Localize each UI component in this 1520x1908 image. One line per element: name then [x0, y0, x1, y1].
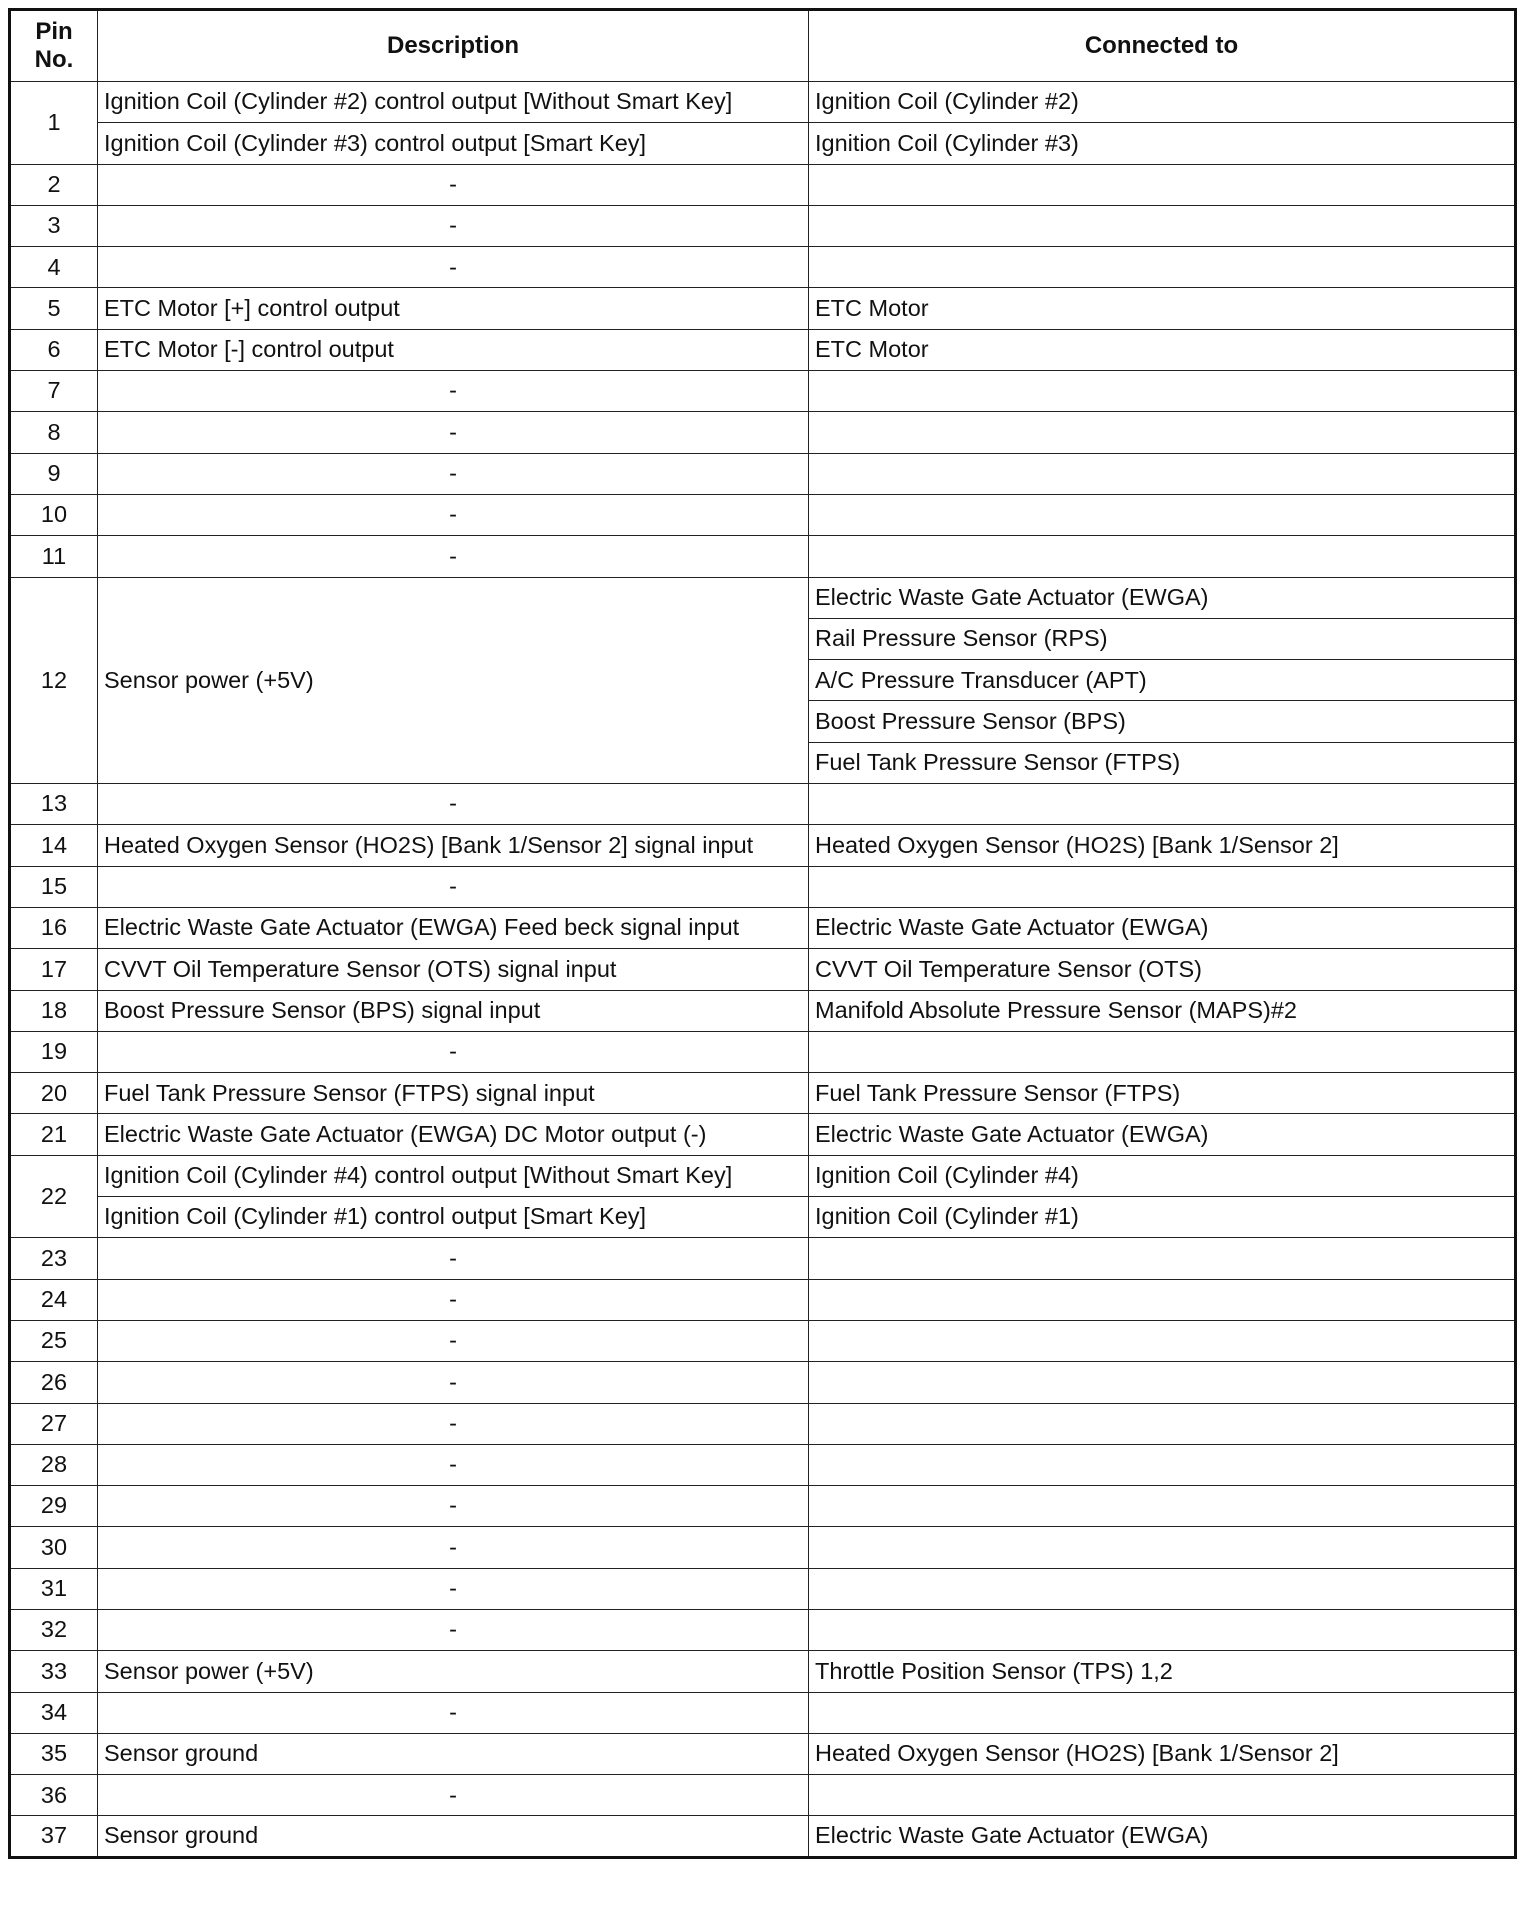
connected-to-cell: [809, 1775, 1516, 1816]
connected-to-cell: Ignition Coil (Cylinder #2): [809, 82, 1516, 123]
table-row: [10, 1527, 1516, 1568]
description-cell: Fuel Tank Pressure Sensor (FTPS) signal input: [98, 1073, 809, 1114]
description-cell: -: [98, 1238, 809, 1279]
table-row: [10, 1362, 1516, 1403]
description-cell: CVVT Oil Temperature Sensor (OTS) signal input: [98, 949, 809, 990]
table-row: [10, 866, 1516, 907]
connected-to-cell: [809, 784, 1516, 825]
connected-to-cell: [809, 1692, 1516, 1733]
connected-to-cell: [809, 1444, 1516, 1485]
connected-to-cell: [809, 1031, 1516, 1072]
table-row: [10, 1692, 1516, 1733]
connected-to-cell: [809, 1238, 1516, 1279]
connected-to-cell: [809, 1403, 1516, 1444]
description-cell: Ignition Coil (Cylinder #4) control output [Without Smart Key]: [98, 1155, 809, 1196]
connected-to-cell: [809, 1609, 1516, 1650]
table-row: [10, 288, 1516, 329]
connected-to-cell: [809, 494, 1516, 535]
connected-to-cell: ETC Motor: [809, 329, 1516, 370]
table-body: [10, 82, 1516, 1858]
connected-to-cell: [809, 412, 1516, 453]
table-row: [10, 577, 1516, 618]
table-row: [10, 123, 1516, 164]
table-row: [10, 784, 1516, 825]
connected-to-cell: Boost Pressure Sensor (BPS): [809, 701, 1516, 742]
table-row: [10, 1114, 1516, 1155]
pin-header-line-2: No.: [34, 46, 74, 73]
pin-number-cell: 27: [10, 1403, 98, 1444]
table-row: [10, 1155, 1516, 1196]
description-cell: -: [98, 1444, 809, 1485]
table-row: [10, 412, 1516, 453]
pin-number-cell: 29: [10, 1486, 98, 1527]
connected-to-cell: Heated Oxygen Sensor (HO2S) [Bank 1/Sensor 2]: [809, 825, 1516, 866]
description-cell: -: [98, 1279, 809, 1320]
connected-to-cell: ETC Motor: [809, 288, 1516, 329]
pin-number-cell: 25: [10, 1320, 98, 1361]
table-row: [10, 907, 1516, 948]
description-cell: -: [98, 1775, 809, 1816]
connected-to-cell: [809, 247, 1516, 288]
connected-to-cell: CVVT Oil Temperature Sensor (OTS): [809, 949, 1516, 990]
table-row: [10, 247, 1516, 288]
pin-number-cell: 23: [10, 1238, 98, 1279]
table-row: [10, 1197, 1516, 1238]
connected-to-cell: [809, 1279, 1516, 1320]
connected-to-cell: [809, 1486, 1516, 1527]
pin-number-cell: 35: [10, 1733, 98, 1774]
table-row: [10, 371, 1516, 412]
connected-to-cell: Throttle Position Sensor (TPS) 1,2: [809, 1651, 1516, 1692]
pin-number-cell: 8: [10, 412, 98, 453]
description-cell: -: [98, 1609, 809, 1650]
table-row: [10, 1238, 1516, 1279]
connected-to-cell: Ignition Coil (Cylinder #1): [809, 1197, 1516, 1238]
connected-to-cell: [809, 205, 1516, 246]
table-row: [10, 1031, 1516, 1072]
description-cell: -: [98, 1320, 809, 1361]
description-cell: -: [98, 866, 809, 907]
connected-to-cell: Electric Waste Gate Actuator (EWGA): [809, 1816, 1516, 1857]
table-row: [10, 164, 1516, 205]
connected-to-cell: Electric Waste Gate Actuator (EWGA): [809, 577, 1516, 618]
table-row: [10, 1073, 1516, 1114]
pin-number-cell: 34: [10, 1692, 98, 1733]
connected-to-cell: Manifold Absolute Pressure Sensor (MAPS)#2: [809, 990, 1516, 1031]
table-row: [10, 1651, 1516, 1692]
pin-number-cell: 12: [10, 577, 98, 783]
connected-to-cell: [809, 1527, 1516, 1568]
description-cell: ETC Motor [-] control output: [98, 329, 809, 370]
description-cell: -: [98, 371, 809, 412]
table-row: [10, 82, 1516, 123]
description-cell: Boost Pressure Sensor (BPS) signal input: [98, 990, 809, 1031]
description-cell: -: [98, 1527, 809, 1568]
pin-number-cell: 17: [10, 949, 98, 990]
table-row: [10, 1320, 1516, 1361]
description-cell: -: [98, 412, 809, 453]
description-cell: -: [98, 1031, 809, 1072]
table-row: [10, 1486, 1516, 1527]
pin-number-cell: 26: [10, 1362, 98, 1403]
table-row: [10, 1609, 1516, 1650]
pin-number-cell: 2: [10, 164, 98, 205]
description-cell: Sensor power (+5V): [98, 577, 809, 783]
connected-to-cell: [809, 164, 1516, 205]
pin-number-cell: 20: [10, 1073, 98, 1114]
table-header-row: [10, 10, 1516, 82]
table-row: [10, 949, 1516, 990]
pin-number-cell: 11: [10, 536, 98, 577]
pin-number-cell: 9: [10, 453, 98, 494]
pin-number-cell: 13: [10, 784, 98, 825]
description-cell: -: [98, 784, 809, 825]
table-row: [10, 1444, 1516, 1485]
pin-number-cell: 36: [10, 1775, 98, 1816]
table-row: [10, 1403, 1516, 1444]
connected-to-cell: Fuel Tank Pressure Sensor (FTPS): [809, 742, 1516, 783]
table-row: [10, 453, 1516, 494]
connected-to-cell: [809, 371, 1516, 412]
pin-number-cell: 24: [10, 1279, 98, 1320]
pin-number-cell: 7: [10, 371, 98, 412]
table-row: [10, 536, 1516, 577]
pin-number-cell: 16: [10, 907, 98, 948]
table-row: [10, 1816, 1516, 1857]
pin-number-cell: 31: [10, 1568, 98, 1609]
pin-table-document: [8, 8, 1514, 1859]
description-cell: ETC Motor [+] control output: [98, 288, 809, 329]
description-cell: Sensor power (+5V): [98, 1651, 809, 1692]
pin-number-cell: 33: [10, 1651, 98, 1692]
connected-to-cell: Rail Pressure Sensor (RPS): [809, 618, 1516, 659]
description-cell: -: [98, 247, 809, 288]
pin-connection-table: [8, 8, 1517, 1859]
table-row: [10, 494, 1516, 535]
connected-to-cell: Electric Waste Gate Actuator (EWGA): [809, 1114, 1516, 1155]
table-row: [10, 990, 1516, 1031]
table-row: [10, 1568, 1516, 1609]
pin-number-cell: 18: [10, 990, 98, 1031]
table-row: [10, 825, 1516, 866]
pin-number-cell: 30: [10, 1527, 98, 1568]
connected-to-cell: [809, 866, 1516, 907]
table-row: [10, 205, 1516, 246]
pin-number-cell: 3: [10, 205, 98, 246]
pin-number-cell: 22: [10, 1155, 98, 1238]
description-cell: -: [98, 1403, 809, 1444]
table-row: [10, 1279, 1516, 1320]
connected-to-cell: Ignition Coil (Cylinder #4): [809, 1155, 1516, 1196]
table-row: [10, 1775, 1516, 1816]
connected-to-cell: [809, 1362, 1516, 1403]
description-cell: -: [98, 494, 809, 535]
description-cell: Sensor ground: [98, 1733, 809, 1774]
description-cell: -: [98, 205, 809, 246]
pin-number-cell: 10: [10, 494, 98, 535]
description-cell: Electric Waste Gate Actuator (EWGA) Feed beck signal input: [98, 907, 809, 948]
pin-number-header: [10, 10, 98, 82]
connected-to-cell: A/C Pressure Transducer (APT): [809, 660, 1516, 701]
pin-number-cell: 6: [10, 329, 98, 370]
table-row: [10, 329, 1516, 370]
pin-number-cell: 28: [10, 1444, 98, 1485]
pin-number-cell: 1: [10, 82, 98, 165]
description-cell: Sensor ground: [98, 1816, 809, 1857]
pin-number-cell: 19: [10, 1031, 98, 1072]
description-cell: Heated Oxygen Sensor (HO2S) [Bank 1/Sensor 2] signal input: [98, 825, 809, 866]
connected-to-cell: [809, 1320, 1516, 1361]
description-cell: Ignition Coil (Cylinder #3) control output [Smart Key]: [98, 123, 809, 164]
connected-to-cell: [809, 536, 1516, 577]
description-cell: -: [98, 536, 809, 577]
description-header: Description: [98, 10, 809, 82]
pin-header-line-1: Pin: [35, 18, 73, 46]
pin-number-cell: 4: [10, 247, 98, 288]
connected-to-cell: Electric Waste Gate Actuator (EWGA): [809, 907, 1516, 948]
pin-number-cell: 32: [10, 1609, 98, 1650]
pin-number-cell: 14: [10, 825, 98, 866]
description-cell: -: [98, 453, 809, 494]
description-cell: Ignition Coil (Cylinder #1) control output [Smart Key]: [98, 1197, 809, 1238]
pin-number-cell: 37: [10, 1816, 98, 1857]
description-cell: Electric Waste Gate Actuator (EWGA) DC Motor output (-): [98, 1114, 809, 1155]
description-cell: -: [98, 1692, 809, 1733]
connected-to-cell: [809, 453, 1516, 494]
connected-to-cell: Ignition Coil (Cylinder #3): [809, 123, 1516, 164]
connected-to-cell: [809, 1568, 1516, 1609]
pin-number-cell: 5: [10, 288, 98, 329]
pin-number-cell: 15: [10, 866, 98, 907]
description-cell: -: [98, 1362, 809, 1403]
description-cell: Ignition Coil (Cylinder #2) control output [Without Smart Key]: [98, 82, 809, 123]
connected-to-header: Connected to: [809, 10, 1516, 82]
description-cell: -: [98, 1568, 809, 1609]
pin-number-cell: 21: [10, 1114, 98, 1155]
description-cell: -: [98, 164, 809, 205]
description-cell: -: [98, 1486, 809, 1527]
table-row: [10, 1733, 1516, 1774]
connected-to-cell: Heated Oxygen Sensor (HO2S) [Bank 1/Sensor 2]: [809, 1733, 1516, 1774]
connected-to-cell: Fuel Tank Pressure Sensor (FTPS): [809, 1073, 1516, 1114]
